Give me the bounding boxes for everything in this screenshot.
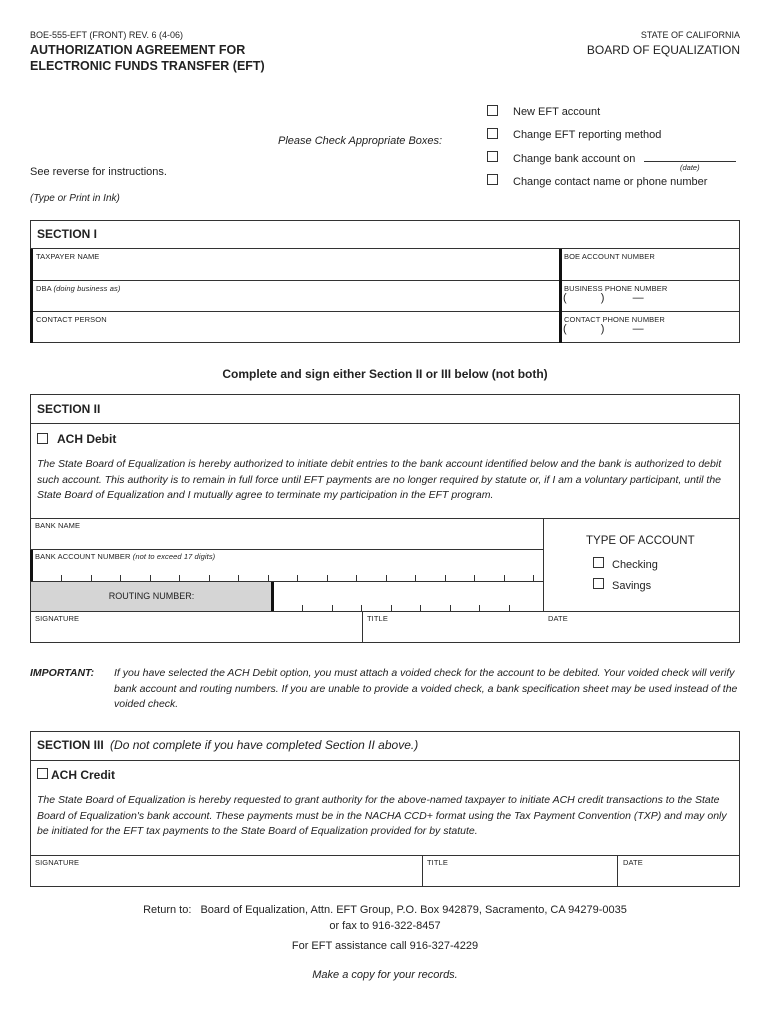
routing-number-field[interactable] bbox=[275, 583, 541, 610]
ach-debit-checkbox[interactable] bbox=[37, 433, 48, 444]
savings-checkbox[interactable] bbox=[593, 578, 604, 589]
contact-person-label: CONTACT PERSON bbox=[36, 315, 107, 324]
digit-separator-tick bbox=[415, 575, 416, 581]
divider bbox=[30, 311, 740, 312]
digit-separator-tick bbox=[297, 575, 298, 581]
divider bbox=[30, 549, 543, 550]
important-label: IMPORTANT: bbox=[30, 667, 95, 679]
contact-person-field[interactable] bbox=[34, 325, 556, 342]
section2-title: SECTION II bbox=[37, 402, 101, 416]
date-label: DATE bbox=[548, 614, 568, 623]
digit-separator-tick bbox=[91, 575, 92, 581]
change-bank-date-line[interactable] bbox=[644, 161, 736, 162]
digit-separator-tick bbox=[209, 575, 210, 581]
return-to-label: Return to: bbox=[143, 904, 192, 916]
dba-field[interactable] bbox=[34, 294, 556, 310]
digit-separator-tick bbox=[238, 575, 239, 581]
ach-credit-label: ACH Credit bbox=[51, 768, 116, 782]
new-eft-checkbox[interactable] bbox=[487, 105, 498, 116]
digit-separator-tick bbox=[179, 575, 180, 581]
field-bar bbox=[30, 249, 33, 343]
divider bbox=[30, 423, 740, 424]
digit-separator-tick bbox=[61, 575, 62, 581]
bank-name-field[interactable] bbox=[34, 530, 541, 548]
copy-line: Make a copy for your records. bbox=[312, 969, 458, 981]
taxpayer-name-field[interactable] bbox=[34, 262, 556, 279]
change-bank-label: Change bank account on bbox=[513, 153, 636, 165]
change-method-checkbox[interactable] bbox=[487, 128, 498, 139]
date-label: DATE bbox=[623, 858, 643, 867]
section3-title-field[interactable] bbox=[426, 868, 614, 886]
phone-paren-open: ( bbox=[563, 292, 567, 304]
digit-separator-tick bbox=[150, 575, 151, 581]
divider bbox=[543, 518, 544, 611]
divider bbox=[617, 855, 618, 887]
assistance-line: For EFT assistance call 916-327-4229 bbox=[291, 940, 479, 952]
ach-credit-checkbox[interactable] bbox=[37, 768, 48, 779]
business-phone-label: BUSINESS PHONE NUMBER bbox=[564, 284, 668, 293]
section3-title bbox=[37, 738, 418, 752]
ach-debit-label: ACH Debit bbox=[57, 432, 117, 446]
divider bbox=[30, 280, 740, 281]
contact-phone-label: CONTACT PHONE NUMBER bbox=[564, 315, 665, 324]
digit-separator-tick bbox=[450, 605, 451, 611]
bank-account-label-text: BANK ACCOUNT NUMBER bbox=[35, 552, 131, 561]
board-label: BOARD OF EQUALIZATION bbox=[586, 43, 740, 57]
section2-paragraph: The State Board of Equalization is hereby authorized to initiate debit entries to the bank account identified below and the bank is authorized to debit such account. This authority is to remain in full force until EFT payments are no longer required by statute or, if I am a voluntary participant, until the State Board of Equalization and I mutually agree to terminate my participation in the EFT program. bbox=[37, 458, 722, 501]
divider bbox=[30, 760, 740, 761]
section2-title-field[interactable] bbox=[366, 624, 540, 642]
digit-separator-tick bbox=[120, 575, 121, 581]
form-title bbox=[30, 42, 265, 74]
fax-line: or fax to 916-322-8457 bbox=[329, 920, 441, 932]
digit-separator-tick bbox=[479, 605, 480, 611]
title-label: TITLE bbox=[427, 858, 448, 867]
boe-account-field[interactable] bbox=[563, 262, 738, 279]
title-label: TITLE bbox=[367, 614, 388, 623]
divider bbox=[422, 855, 423, 887]
return-address: Board of Equalization, Attn. EFT Group, P.O. Box 942879, Sacramento, CA 94279-0035 bbox=[200, 904, 627, 916]
bank-account-label bbox=[35, 552, 215, 561]
digit-separator-tick bbox=[420, 605, 421, 611]
state-label: STATE OF CALIFORNIA bbox=[640, 30, 740, 40]
taxpayer-name-label: TAXPAYER NAME bbox=[36, 252, 100, 261]
section3-title-note: (Do not complete if you have completed Section II above.) bbox=[110, 738, 419, 752]
form-id: BOE-555-EFT (FRONT) REV. 6 (4-06) bbox=[30, 30, 184, 40]
digit-separator-tick bbox=[327, 575, 328, 581]
bank-name-label: BANK NAME bbox=[35, 521, 81, 530]
bank-account-field[interactable] bbox=[34, 562, 541, 580]
boe-account-label: BOE ACCOUNT NUMBER bbox=[564, 252, 655, 261]
change-contact-checkbox[interactable] bbox=[487, 174, 498, 185]
routing-label: ROUTING NUMBER: bbox=[108, 591, 195, 601]
return-to-line bbox=[30, 904, 740, 916]
digit-separator-tick bbox=[386, 575, 387, 581]
divider bbox=[30, 855, 740, 856]
phone-dash: — bbox=[632, 292, 644, 304]
digit-separator-tick bbox=[268, 575, 269, 581]
digit-separator-tick bbox=[356, 575, 357, 581]
dba-note: (doing business as) bbox=[53, 284, 121, 293]
type-of-account-label: TYPE OF ACCOUNT bbox=[586, 535, 695, 547]
field-bar bbox=[559, 249, 562, 343]
divider bbox=[30, 611, 740, 612]
digit-separator-tick bbox=[533, 575, 534, 581]
change-contact-label: Change contact name or phone number bbox=[513, 176, 708, 188]
phone-paren-close: ) bbox=[600, 323, 605, 335]
section3-paragraph: The State Board of Equalization is hereby requested to grant authority for the above-named taxpayer to initiate ACH credit transactions to the State Board of Equalization's bank account. These payments must be in the NACHA CCD+ format using the Tax Payment Convention (TXP) and may only be initiated for the EFT tax payments to the State Board of Equalization provided for by statute. bbox=[37, 794, 727, 837]
see-reverse-text: See reverse for instructions. bbox=[30, 166, 167, 178]
section3-date-field[interactable] bbox=[621, 868, 738, 886]
form-title-line1: AUTHORIZATION AGREEMENT FOR bbox=[30, 43, 246, 57]
date-caption: (date) bbox=[680, 163, 700, 172]
type-print-text: (Type or Print in Ink) bbox=[30, 193, 120, 204]
contact-phone-field[interactable] bbox=[563, 323, 644, 335]
signature-label: SIGNATURE bbox=[35, 614, 80, 623]
checking-label: Checking bbox=[612, 559, 658, 571]
new-eft-label: New EFT account bbox=[513, 106, 601, 118]
signature-label: SIGNATURE bbox=[35, 858, 80, 867]
field-bar bbox=[30, 550, 33, 581]
divider bbox=[362, 611, 363, 643]
digit-separator-tick bbox=[445, 575, 446, 581]
section2-date-field[interactable] bbox=[547, 624, 738, 642]
digit-separator-tick bbox=[509, 605, 510, 611]
savings-label: Savings bbox=[612, 580, 652, 592]
digit-separator-tick bbox=[332, 605, 333, 611]
change-bank-checkbox[interactable] bbox=[487, 151, 498, 162]
form-title-line2: ELECTRONIC FUNDS TRANSFER (EFT) bbox=[30, 59, 265, 73]
phone-paren-open: ( bbox=[563, 323, 567, 335]
change-method-label: Change EFT reporting method bbox=[513, 129, 662, 141]
digit-separator-tick bbox=[391, 605, 392, 611]
dba-label bbox=[36, 284, 120, 293]
check-prompt: Please Check Appropriate Boxes: bbox=[278, 135, 443, 147]
digit-separator-tick bbox=[474, 575, 475, 581]
dba-label-text: DBA bbox=[36, 284, 52, 293]
complete-note: Complete and sign either Section II or III below (not both) bbox=[222, 367, 548, 381]
phone-dash: — bbox=[632, 323, 644, 335]
business-phone-field[interactable] bbox=[563, 292, 644, 304]
important-text: If you have selected the ACH Debit option, you must attach a voided check for the account to be debited. Your voided check will verify bank account and routing numbers. If you are unable to provide a voided check, a bank specification sheet may be used instead of the voided check. bbox=[114, 667, 738, 710]
digit-separator-tick bbox=[504, 575, 505, 581]
divider bbox=[30, 518, 740, 519]
bank-account-note: (not to exceed 17 digits) bbox=[132, 552, 216, 561]
section3-title-text: SECTION III bbox=[37, 738, 104, 752]
section3-signature-field[interactable] bbox=[34, 868, 419, 886]
section2-signature-field[interactable] bbox=[34, 624, 359, 642]
section1-title: SECTION I bbox=[37, 227, 98, 241]
phone-paren-close: ) bbox=[600, 292, 605, 304]
divider bbox=[30, 248, 740, 249]
checking-checkbox[interactable] bbox=[593, 557, 604, 568]
digit-separator-tick bbox=[302, 605, 303, 611]
